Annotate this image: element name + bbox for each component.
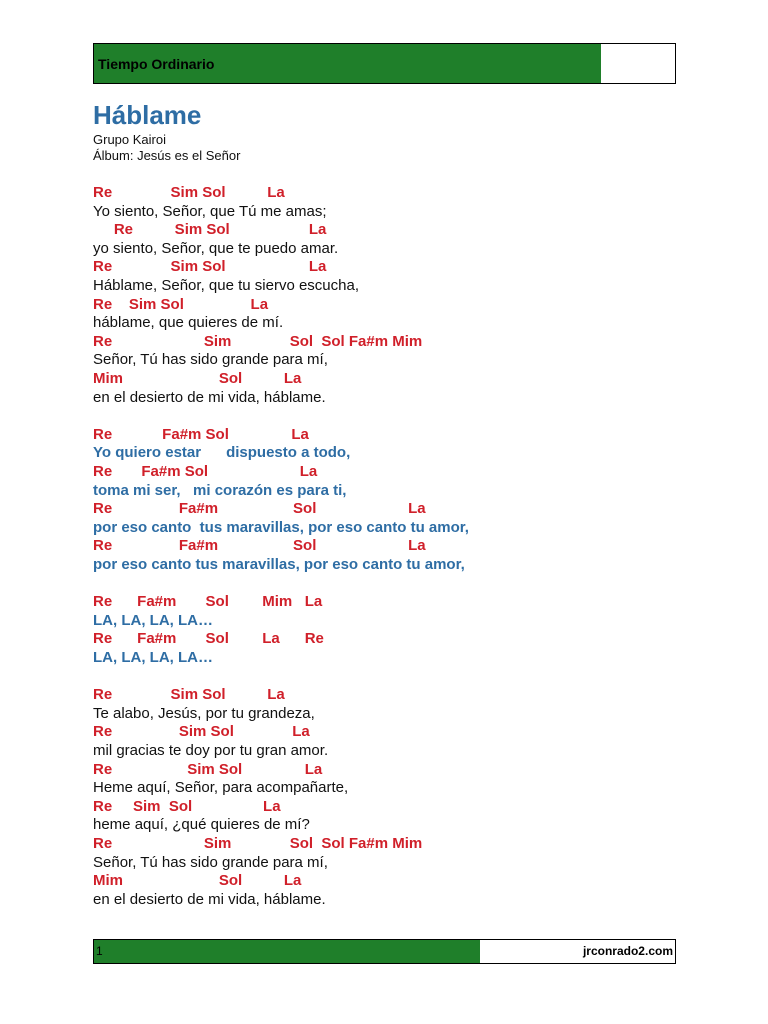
lyric-line: Señor, Tú has sido grande para mí, <box>93 853 328 871</box>
chord-line: Re Fa#m Sol La Re <box>93 630 324 648</box>
lyric-line: Heme aquí, Señor, para acompañarte, <box>93 779 349 797</box>
chord-line: Re Fa#m Sol La <box>93 425 309 443</box>
chord-line: Re Sim Sol La <box>93 221 327 239</box>
chord-line: Re Fa#m Sol Mim La <box>93 593 323 611</box>
lyric-line: mil gracias te doy por tu gran amor. <box>93 742 329 759</box>
chord-line: Re Sim Sol La <box>93 295 269 313</box>
chord-line: Re Sim Sol La <box>93 258 327 276</box>
lyric-line: en el desierto de mi vida, háblame. <box>93 388 326 406</box>
chord-line: Re Fa#m Sol La <box>93 463 318 480</box>
lyric-line: Señor, Tú has sido grande para mí, <box>93 351 328 369</box>
lyric-line: heme aquí, ¿qué quieres de mí? <box>93 816 310 834</box>
chord-line: Re Sim Sol La <box>93 797 281 815</box>
header-green-band <box>94 44 601 83</box>
chord-line: Re Sim Sol La <box>93 723 310 741</box>
lyric-line: Háblame, Señor, que tu siervo escucha, <box>93 277 359 294</box>
lyric-line: Yo siento, Señor, que Tú me amas; <box>93 202 327 220</box>
lyric-line: Te alabo, Jesús, por tu grandeza, <box>93 704 315 722</box>
chord-line: Re Sim Sol Sol Fa#m Mim <box>93 835 423 852</box>
site-name: jrconrado2.com <box>582 944 673 958</box>
album-name: Álbum: Jesús es el Señor <box>93 148 241 163</box>
chord-line: Re Sim Sol La <box>93 760 323 778</box>
lyric-line: yo siento, Señor, que te puedo amar. <box>93 239 339 257</box>
lyric-line: LA, LA, LA, LA… <box>93 649 213 666</box>
chord-line: Re Sim Sol Sol Fa#m Mim <box>93 332 423 350</box>
footer-green-band <box>94 940 480 963</box>
section-label: Tiempo Ordinario <box>98 55 215 72</box>
chord-line: Re Fa#m Sol La <box>93 537 426 555</box>
lyric-line: en el desierto de mi vida, háblame. <box>93 890 326 908</box>
lyric-line: LA, LA, LA, LA… <box>93 611 213 629</box>
chord-line: Re Sim Sol La <box>93 686 285 704</box>
header-bar <box>93 43 676 84</box>
lyric-line: por eso canto tus maravillas, por eso canto tu amor, <box>93 556 465 573</box>
lyric-line: Yo quiero estar dispuesto a todo, <box>93 444 351 462</box>
chord-line: Re Sim Sol La <box>93 184 285 201</box>
chord-line: Mim Sol La <box>93 872 302 890</box>
song-title: Háblame <box>93 100 202 130</box>
page-number: 1 <box>96 944 103 958</box>
artist-name: Grupo Kairoi <box>93 132 166 147</box>
chord-line: Mim Sol La <box>93 370 302 387</box>
lyric-line: por eso canto tus maravillas, por eso canto tu amor, <box>93 518 469 536</box>
chord-line: Re Fa#m Sol La <box>93 500 426 518</box>
lyric-line: háblame, que quieres de mí. <box>93 314 284 332</box>
lyric-line: toma mi ser, mi corazón es para ti, <box>93 481 347 499</box>
footer-bar <box>93 939 676 964</box>
